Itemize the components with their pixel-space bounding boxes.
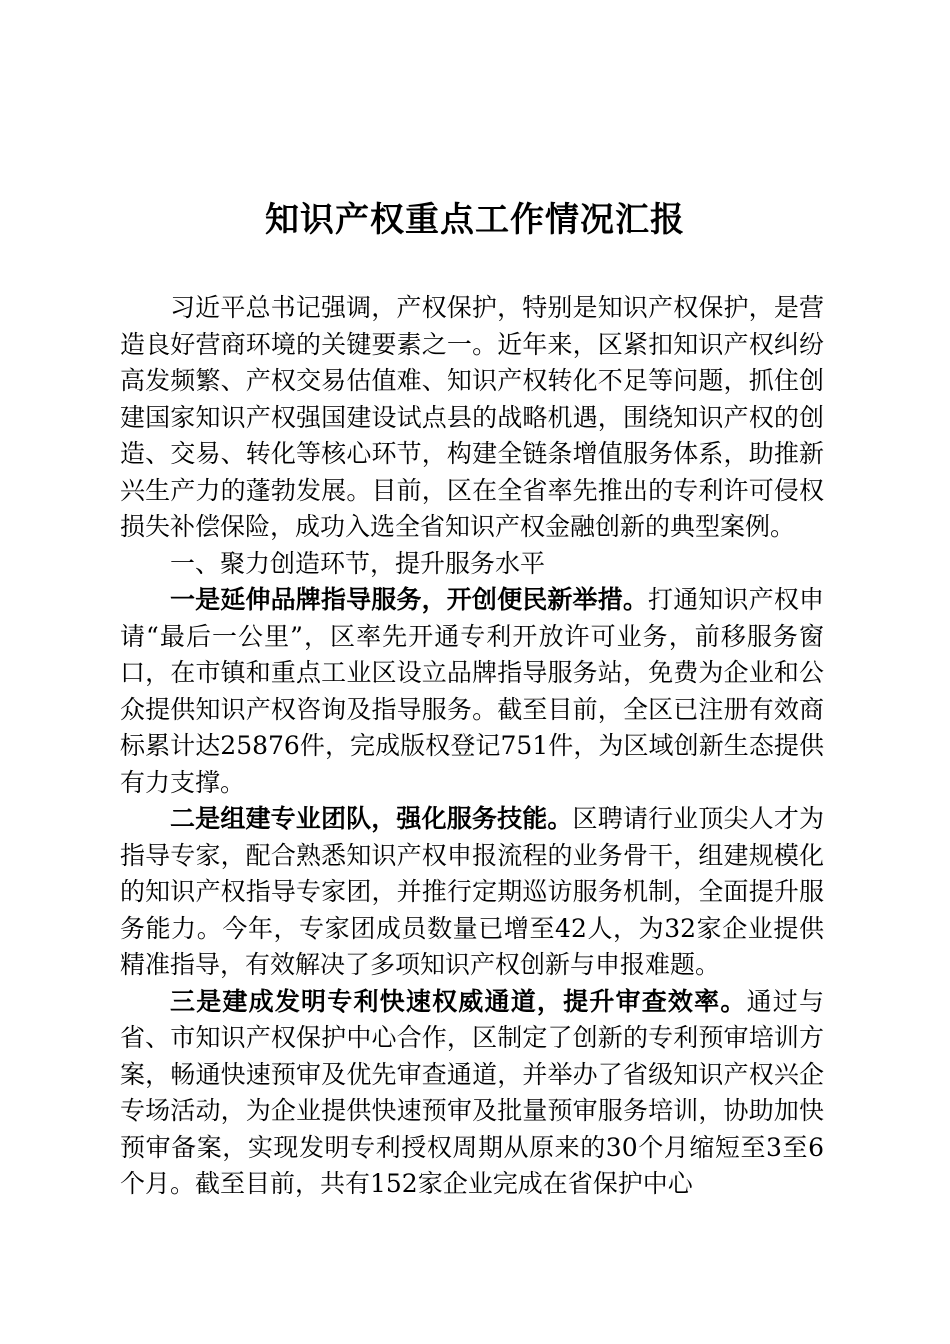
paragraph-text: 区聘请行业顶尖人才为指导专家，配合熟悉知识产权申报流程的业务骨干，组建规模化的知识产权指导专家团，并推行定期巡访服务机制，全面提升服务能力。今年，专家团成员数量已增至42人，为32家企业提供精准指导，有效解决了多项知识产权创新与申报难题。 [120, 804, 824, 979]
document-title: 知识产权重点工作情况汇报 [265, 200, 685, 240]
paragraph-text: 打通知识产权申请“最后一公里”，区率先开通专利开放许可业务，前移服务窗口，在市镇和重点工业区设立品牌指导服务站，免费为企业和公众提供知识产权咨询及指导服务。截至目前，全区已注册有效商标累计达25876件，完成版权登记751件，为区域创新生态提供有力支撑。 [120, 585, 824, 797]
paragraph-brand-guidance [120, 582, 824, 801]
paragraph-patent-channel [120, 984, 824, 1203]
intro-paragraph [120, 290, 824, 546]
intro-paragraph-text: 习近平总书记强调，产权保护，特别是知识产权保护，是营造良好营商环境的关键要素之一。近年来，区紧扣知识产权纠纷高发频繁、产权交易估值难、知识产权转化不足等问题，抓住创建国家知识产权强国建设试点县的战略机遇，围绕知识产权的创造、交易、转化等核心环节，构建全链条增值服务体系，助推新兴生产力的蓬勃发展。目前，区在全省率先推出的专利许可侵权损失补偿保险，成功入选全省知识产权金融创新的典型案例。 [120, 293, 824, 541]
paragraph-text: 通过与省、市知识产权保护中心合作，区制定了创新的专利预审培训方案，畅通快速预审及优先审查通道，并举办了省级知识产权兴企专场活动，为企业提供快速预审及批量预审服务培训，协助加快预审备案，实现发明专利授权周期从原来的30个月缩短至3至6个月。截至目前，共有152家企业完成在省保护中心 [120, 986, 824, 1198]
paragraph-expert-team [120, 801, 824, 984]
paragraph-lead: 二是组建专业团队，强化服务技能。 [170, 804, 573, 833]
document-body [120, 290, 824, 1203]
paragraph-lead: 一是延伸品牌指导服务，开创便民新举措。 [170, 585, 649, 614]
paragraph-lead: 三是建成发明专利快速权威通道，提升审查效率。 [170, 986, 747, 1016]
section-heading-1: 一、聚力创造环节，提升服务水平 [170, 548, 546, 578]
